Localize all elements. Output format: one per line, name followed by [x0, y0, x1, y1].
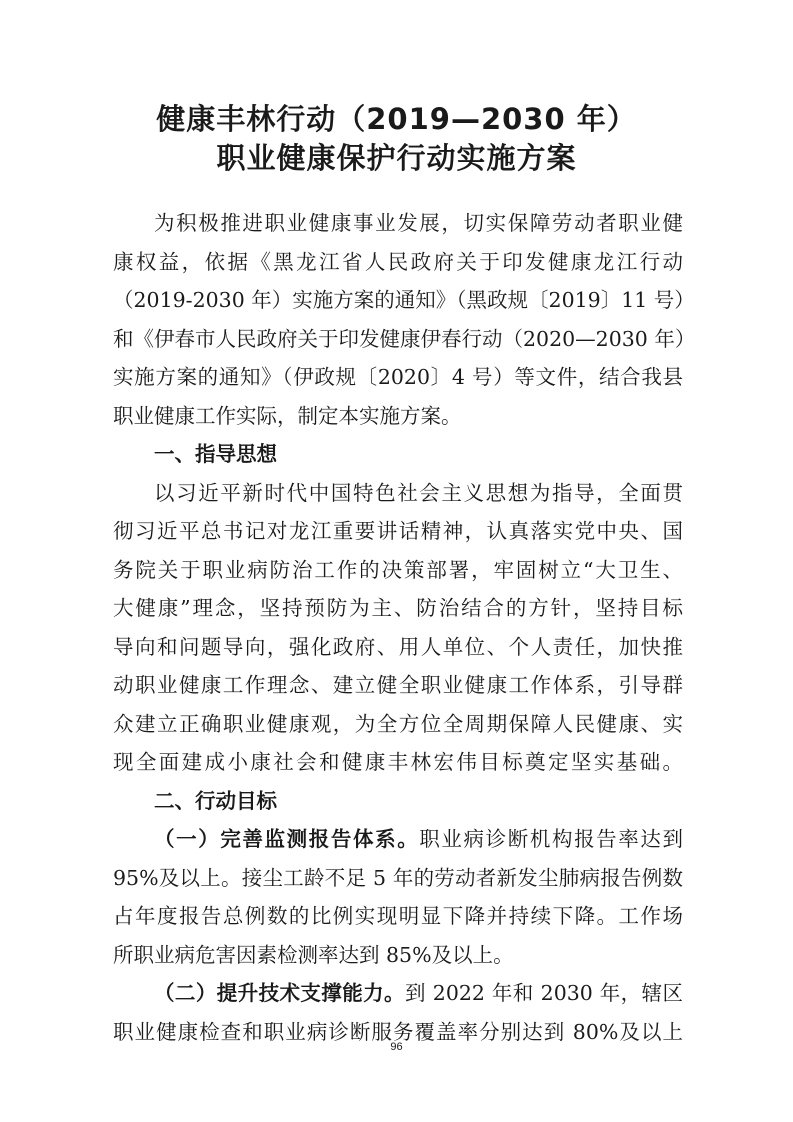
- page-number: 96: [390, 1041, 403, 1053]
- document-title-line-1: 健康丰林行动（2019—2030 年）: [156, 102, 637, 136]
- intro-line: 康权益，依据《黑龙江省人民政府关于印发健康龙江行动: [113, 249, 683, 274]
- item2-label: （二）提升技术支撑能力。: [154, 981, 405, 1005]
- item2-first-line: [113, 974, 683, 1013]
- item2-first-rest: 到 2022 年和 2030 年，辖区: [404, 981, 683, 1005]
- intro-line: 为积极推进职业健康事业发展，切实保障劳动者职业健: [154, 211, 683, 235]
- section-heading-guiding-ideology: 一、指导思想: [154, 442, 277, 466]
- document-body: [113, 204, 696, 1051]
- section1-line: 动职业健康工作理念、建立健全职业健康工作体系，引导群: [113, 673, 683, 697]
- item1-label: （一）完善监测报告体系。: [154, 827, 420, 851]
- section-heading-action-goals: 二、行动目标: [154, 788, 277, 813]
- document-title-line-2: 职业健康保护行动实施方案: [216, 141, 577, 175]
- item1-line: 占年度报告总例数的比例实现明显下降并持续下降。工作场: [113, 904, 683, 928]
- section1-line: 务院关于职业病防治工作的决策部署，牢固树立“大卫生、: [113, 557, 683, 582]
- section1-line: 彻习近平总书记对龙江重要讲话精神，认真落实党中央、国: [113, 519, 683, 543]
- intro-line: 和《伊春市人民政府关于印发健康伊春行动（2020—2030 年）: [113, 326, 696, 351]
- section1-line: 以习近平新时代中国特色社会主义思想为指导，全面贯: [154, 480, 683, 505]
- section1-line: 现全面建成小康社会和健康丰林宏伟目标奠定坚实基础。: [113, 750, 683, 774]
- item2-line: 职业健康检查和职业病诊断服务覆盖率分别达到 80%及以上: [113, 1019, 683, 1044]
- intro-line: （2019-2030 年）实施方案的通知》（黑政规〔2019〕11 号）: [113, 288, 695, 312]
- intro-line: 实施方案的通知》（伊政规〔2020〕4 号）等文件，结合我县: [113, 365, 683, 389]
- item1-first-rest: 职业病诊断机构报告率达到: [419, 827, 684, 851]
- item1-line: 95%及以上。接尘工龄不足 5 年的劳动者新发尘肺病报告例数: [113, 865, 683, 890]
- section1-line: 导向和问题导向，强化政府、用人单位、个人责任，加快推: [113, 634, 683, 659]
- section1-line: 大健康”理念，坚持预防为主、防治结合的方针，坚持目标: [113, 596, 683, 620]
- item1-line: 所职业病危害因素检测率达到 85%及以上。: [113, 942, 514, 967]
- item1-first-line: [113, 820, 683, 859]
- intro-line: 职业健康工作实际，制定本实施方案。: [113, 403, 462, 428]
- section1-line: 众建立正确职业健康观，为全方位全周期保障人民健康、实: [113, 711, 683, 736]
